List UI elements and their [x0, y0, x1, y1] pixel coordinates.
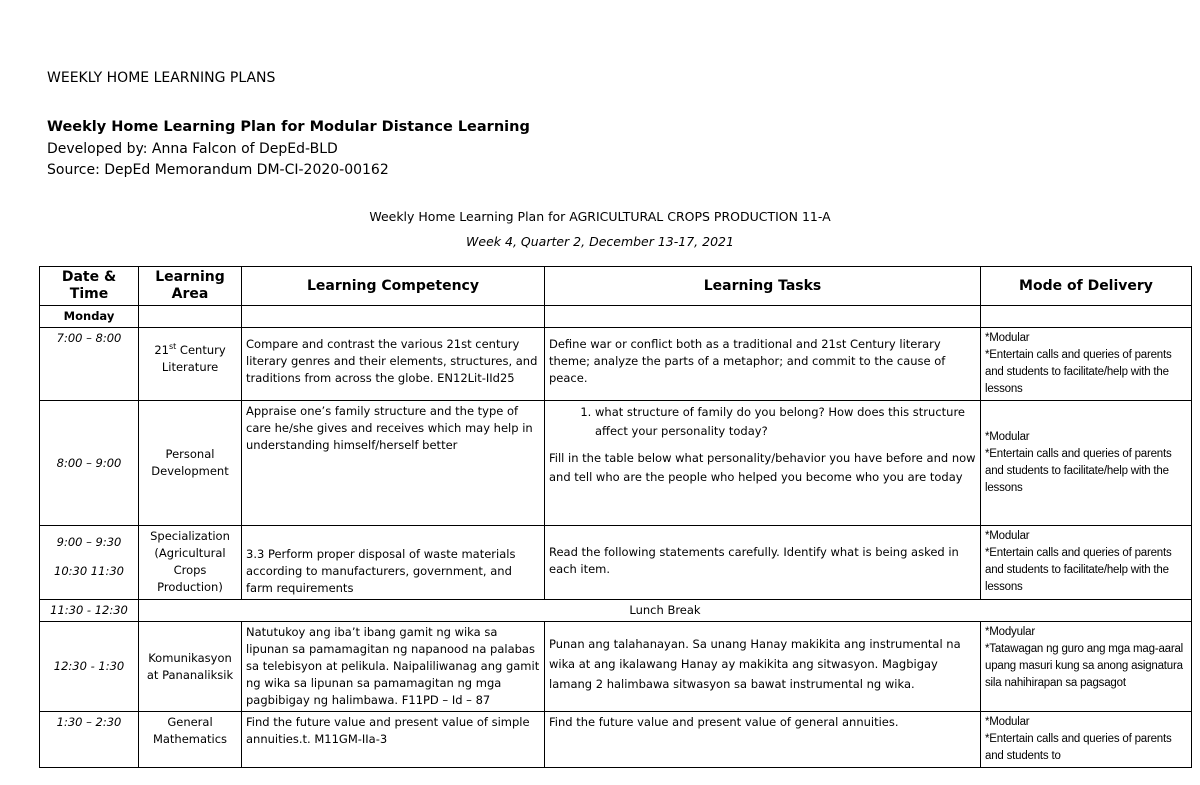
- mode-secondary: *Entertain calls and queries of parents and students to facilitate/help with the lessons: [985, 547, 1172, 593]
- mode-cell: [981, 526, 1192, 600]
- time-cell: [40, 526, 139, 600]
- time-cell: [40, 622, 139, 712]
- time-text: 8:00 – 9:00: [56, 455, 122, 470]
- table-row: [40, 328, 1192, 401]
- area-cell: [139, 622, 242, 712]
- tasks-list: [549, 403, 976, 441]
- day-row: [40, 306, 1192, 328]
- time-cell: 7:00 – 8:00: [40, 328, 139, 401]
- time-cell: [40, 401, 139, 526]
- area-text: 21: [154, 342, 169, 357]
- area-cell: [139, 328, 242, 401]
- tasks-cell: Define war or conflict both as a traditional and 21st Century literary theme; analyze the parts of a metaphor; and commit to the cause of peace.: [545, 328, 981, 401]
- empty-cell: [981, 306, 1192, 328]
- area-cell: Specialization (Agricultural Crops Production): [139, 526, 242, 600]
- competency-cell: Natutukoy ang iba’t ibang gamit ng wika sa lipunan sa pamamagitan ng napanood na palabas sa telebisyon at pelikula. Naipaliliwanag ang gamit ng wika sa lipunan sa pamamagitan ng mga pagbibigay ng halimbawa. F11PD – Id – 87: [242, 622, 545, 712]
- day-label: Monday: [40, 306, 139, 328]
- time-cell: 11:30 - 12:30: [40, 600, 139, 622]
- area-text: Komunikasyon at Pananaliksik: [146, 650, 234, 682]
- mode-secondary: *Entertain calls and queries of parents and students to facilitate/help with the lessons: [985, 448, 1172, 494]
- empty-cell: [242, 306, 545, 328]
- table-header-row: [40, 267, 1192, 306]
- header-mode-of-delivery: Mode of Delivery: [981, 267, 1192, 306]
- mode-cell: [981, 401, 1192, 526]
- time-text: 9:00 – 9:30: [56, 535, 122, 549]
- table-row: [40, 622, 1192, 712]
- competency-cell: 3.3 Perform proper disposal of waste materials according to manufacturers, government, and farm requirements: [242, 526, 545, 600]
- empty-cell: [545, 306, 981, 328]
- mode-primary: *Modular: [985, 530, 1030, 542]
- list-item: 1. what structure of family do you belong? How does this structure affect your personality today?: [595, 403, 976, 441]
- table-row: [40, 401, 1192, 526]
- tasks-text: Fill in the table below what personality/behavior you have before and now and tell who are the people who helped you become who you are today: [549, 451, 976, 484]
- header-learning-area: Learning Area: [139, 267, 242, 306]
- mode-primary: *Modyular: [985, 626, 1035, 638]
- plan-week: Week 4, Quarter 2, December 13-17, 2021: [466, 234, 734, 249]
- learning-plan-table: [39, 266, 1192, 768]
- area-cell: [139, 401, 242, 526]
- mode-primary: *Modular: [985, 332, 1030, 344]
- competency-cell: Appraise one’s family structure and the type of care he/she gives and receives which may help in understanding himself/herself better: [242, 401, 545, 526]
- mode-secondary: *Entertain calls and queries of parents and students to facilitate/help with the lessons: [985, 349, 1172, 395]
- tasks-cell: Find the future value and present value of general annuities.: [545, 712, 981, 768]
- developed-by-line: Developed by: Anna Falcon of DepEd-BLD: [47, 141, 338, 157]
- mode-secondary: *Tatawagan ng guro ang mga mag-aaral upang masuri kung sa anong asignatura sila nahihirapan sa pagsagot: [985, 643, 1184, 689]
- time-text: 12:30 - 1:30: [53, 659, 125, 673]
- mode-cell: [981, 622, 1192, 712]
- lunch-row: [40, 600, 1192, 622]
- empty-cell: [139, 306, 242, 328]
- lunch-break-cell: Lunch Break: [139, 600, 1192, 622]
- tasks-cell: Punan ang talahanayan. Sa unang Hanay makikita ang instrumental na wika at ang ikalawang Hanay ay makikita ang sitwasyon. Magbigay lamang 2 halimbawa sitwasyon sa bawat instrumental ng wika.: [545, 622, 981, 712]
- header-date-time: Date & Time: [40, 267, 139, 306]
- competency-cell: Compare and contrast the various 21st century literary genres and their elements, structures, and traditions from across the globe. EN12Lit-IId25: [242, 328, 545, 401]
- area-superscript: st: [168, 342, 177, 351]
- time-text-second: 10:30 11:30: [54, 564, 124, 578]
- competency-cell: Find the future value and present value of simple annuities.t. M11GM-IIa-3: [242, 712, 545, 768]
- mode-secondary: *Entertain calls and queries of parents and students to: [985, 733, 1172, 762]
- header-learning-tasks: Learning Tasks: [545, 267, 981, 306]
- tasks-cell: Read the following statements carefully. Identify what is being asked in each item.: [545, 526, 981, 600]
- area-text-rest: Century Literature: [161, 342, 226, 374]
- table-row: [40, 526, 1192, 600]
- plan-title: Weekly Home Learning Plan for AGRICULTURAL CROPS PRODUCTION 11-A: [369, 209, 831, 224]
- source-line: Source: DepEd Memorandum DM-CI-2020-00162: [47, 162, 389, 178]
- mode-cell: [981, 712, 1192, 768]
- mode-primary: *Modular: [985, 716, 1030, 728]
- header-learning-competency: Learning Competency: [242, 267, 545, 306]
- time-cell: 1:30 – 2:30: [40, 712, 139, 768]
- area-cell: General Mathematics: [139, 712, 242, 768]
- tasks-cell: [545, 401, 981, 526]
- table-row: [40, 712, 1192, 768]
- mode-cell: [981, 328, 1192, 401]
- mode-primary: *Modular: [985, 431, 1030, 443]
- area-text: Personal Development: [151, 447, 229, 478]
- document-subtitle: Weekly Home Learning Plan for Modular Distance Learning: [47, 119, 530, 135]
- document-title: WEEKLY HOME LEARNING PLANS: [47, 70, 276, 86]
